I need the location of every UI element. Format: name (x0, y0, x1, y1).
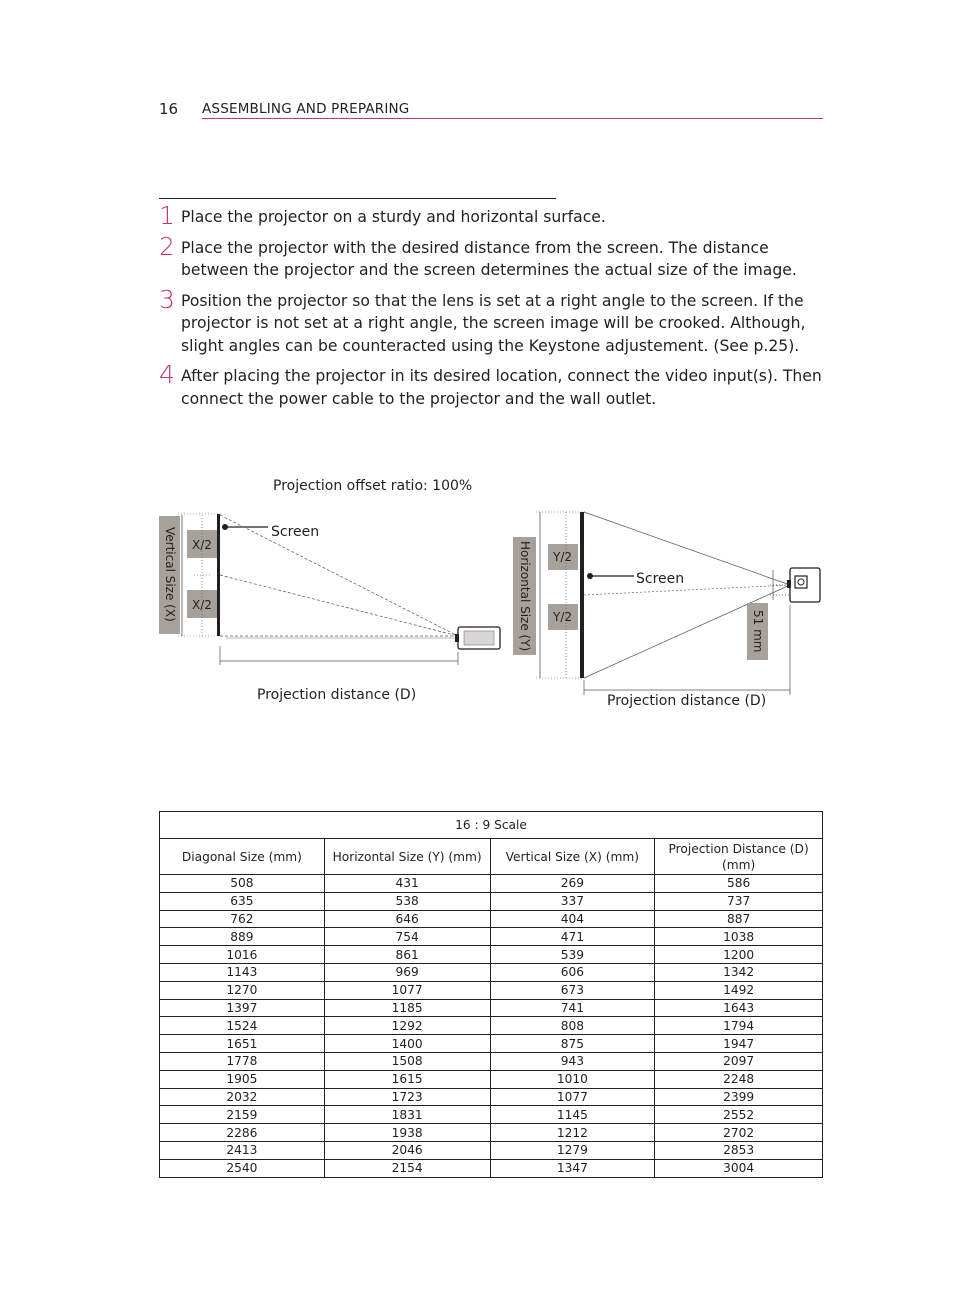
table-cell: 1077 (490, 1088, 655, 1106)
table-cell: 1397 (160, 999, 325, 1017)
table-cell: 2552 (655, 1106, 823, 1124)
step-number: 2 (159, 231, 175, 261)
table-cell: 1010 (490, 1070, 655, 1088)
projector-top (787, 568, 820, 602)
table-cell: 586 (655, 875, 823, 893)
table-row (160, 1159, 823, 1177)
projection-ray (220, 515, 458, 636)
table-cell: 1651 (160, 1035, 325, 1053)
table-row (160, 1124, 823, 1142)
table-cell: 2097 (655, 1052, 823, 1070)
table-row (160, 875, 823, 893)
page-number: 16 (159, 100, 179, 118)
table-row (160, 999, 823, 1017)
projection-size-table (159, 811, 823, 1178)
table-cell: 887 (655, 910, 823, 928)
table-cell: 2413 (160, 1141, 325, 1159)
table-cell: 2248 (655, 1070, 823, 1088)
half-bottom-label: Y/2 (553, 610, 573, 624)
table-body (160, 875, 823, 1178)
table-row (160, 910, 823, 928)
table-cell: 2159 (160, 1106, 325, 1124)
projection-ray (584, 585, 790, 595)
table-cell: 1508 (324, 1052, 490, 1070)
table-cell: 1778 (160, 1052, 325, 1070)
projector-side (455, 627, 500, 649)
table-row (160, 963, 823, 981)
step-item (159, 284, 829, 358)
distance-label: Projection distance (D) (257, 687, 417, 703)
half-top-label: X/2 (192, 538, 212, 552)
table-cell: 1524 (160, 1017, 325, 1035)
table-cell: 1794 (655, 1017, 823, 1035)
table-cell: 538 (324, 892, 490, 910)
distance-label: Projection distance (D) (607, 693, 767, 709)
table-cell: 269 (490, 875, 655, 893)
step-text: Position the projector so that the lens is set at a right angle to the screen. If the projector is not set at a right angle, the screen image will be crooked. Although, slight angles can be counteracted using the Keystone adjustement. (See p.25). (181, 291, 806, 355)
table-cell: 404 (490, 910, 655, 928)
table-cell: 861 (324, 946, 490, 964)
table-cell: 2286 (160, 1124, 325, 1142)
table-cell: 1615 (324, 1070, 490, 1088)
header-rule (202, 118, 823, 119)
step-item (159, 201, 829, 230)
table-row (160, 981, 823, 999)
table-cell: 1938 (324, 1124, 490, 1142)
table-cell: 2540 (160, 1159, 325, 1177)
table-row (160, 1052, 823, 1070)
table-cell: 337 (490, 892, 655, 910)
half-top-label: Y/2 (553, 550, 573, 564)
table-cell: 1292 (324, 1017, 490, 1035)
table-cell: 1212 (490, 1124, 655, 1142)
step-item (159, 360, 829, 410)
table-row (160, 1070, 823, 1088)
table-cell: 943 (490, 1052, 655, 1070)
table-cell: 2032 (160, 1088, 325, 1106)
column-header: Horizontal Size (Y) (mm) (324, 839, 490, 875)
table-cell: 1038 (655, 928, 823, 946)
column-header: Vertical Size (X) (mm) (490, 839, 655, 875)
step-number: 1 (159, 201, 175, 230)
table-cell: 1400 (324, 1035, 490, 1053)
table-cell: 808 (490, 1017, 655, 1035)
page-header (159, 100, 823, 120)
horizontal-size-label: Horizontal Size (Y) (518, 541, 532, 652)
table-cell: 754 (324, 928, 490, 946)
table-title: 16 : 9 Scale (160, 812, 823, 839)
table-cell: 508 (160, 875, 325, 893)
table-row (160, 1106, 823, 1124)
table-cell: 2046 (324, 1141, 490, 1159)
offset-label: 51 mm (751, 610, 765, 653)
table-cell: 1947 (655, 1035, 823, 1053)
table-cell: 2399 (655, 1088, 823, 1106)
table-cell: 1831 (324, 1106, 490, 1124)
step-item (159, 231, 829, 282)
table-cell: 1077 (324, 981, 490, 999)
table-cell: 606 (490, 963, 655, 981)
section-divider (159, 198, 556, 199)
column-header: Diagonal Size (mm) (160, 839, 325, 875)
table-cell: 875 (490, 1035, 655, 1053)
table-cell: 1643 (655, 999, 823, 1017)
table-cell: 431 (324, 875, 490, 893)
projection-diagram (0, 470, 954, 720)
table-row (160, 892, 823, 910)
table-cell: 673 (490, 981, 655, 999)
table-cell: 762 (160, 910, 325, 928)
table-cell: 889 (160, 928, 325, 946)
table-cell: 1185 (324, 999, 490, 1017)
table-cell: 969 (324, 963, 490, 981)
table-row (160, 1017, 823, 1035)
table-cell: 1279 (490, 1141, 655, 1159)
projection-ray (220, 575, 458, 636)
screen-side (217, 514, 220, 636)
screen-label: Screen (271, 524, 320, 540)
screen-label: Screen (636, 571, 685, 587)
table-cell: 1145 (490, 1106, 655, 1124)
step-text: After placing the projector in its desired location, connect the video input(s). Then connect the power cable to the projector and the wall outlet. (181, 367, 822, 408)
step-list (159, 201, 829, 418)
table-cell: 635 (160, 892, 325, 910)
top-view-diagram (513, 512, 820, 709)
table-cell: 2154 (324, 1159, 490, 1177)
step-text: Place the projector with the desired distance from the screen. The distance between the projector and the screen determines the actual size of the image. (181, 238, 797, 279)
table-cell: 1016 (160, 946, 325, 964)
table-row (160, 928, 823, 946)
table-cell: 1347 (490, 1159, 655, 1177)
half-bottom-label: X/2 (192, 598, 212, 612)
table-row (160, 1035, 823, 1053)
table-row (160, 946, 823, 964)
step-text: Place the projector on a sturdy and horizontal surface. (181, 208, 606, 226)
table-cell: 2853 (655, 1141, 823, 1159)
table-cell: 1342 (655, 963, 823, 981)
table-cell: 1200 (655, 946, 823, 964)
projection-ray (584, 512, 790, 585)
table-cell: 2702 (655, 1124, 823, 1142)
step-number: 4 (159, 360, 175, 389)
section-title: ASSEMBLING AND PREPARING (202, 101, 410, 117)
table-cell: 1143 (160, 963, 325, 981)
column-header: Projection Distance (D) (mm) (655, 839, 823, 875)
step-number: 3 (159, 284, 175, 314)
table-row (160, 1141, 823, 1159)
table-cell: 1492 (655, 981, 823, 999)
table-cell: 1905 (160, 1070, 325, 1088)
table-cell: 737 (655, 892, 823, 910)
table-cell: 646 (324, 910, 490, 928)
offset-ratio-label: Projection offset ratio: 100% (273, 478, 473, 494)
table-cell: 1723 (324, 1088, 490, 1106)
table-row (160, 1088, 823, 1106)
table-cell: 741 (490, 999, 655, 1017)
table-cell: 471 (490, 928, 655, 946)
table-cell: 539 (490, 946, 655, 964)
table-cell: 1270 (160, 981, 325, 999)
table-cell: 3004 (655, 1159, 823, 1177)
screen-top (580, 512, 584, 678)
vertical-size-label: Vertical Size (X) (163, 527, 177, 622)
side-view-diagram (159, 514, 500, 703)
